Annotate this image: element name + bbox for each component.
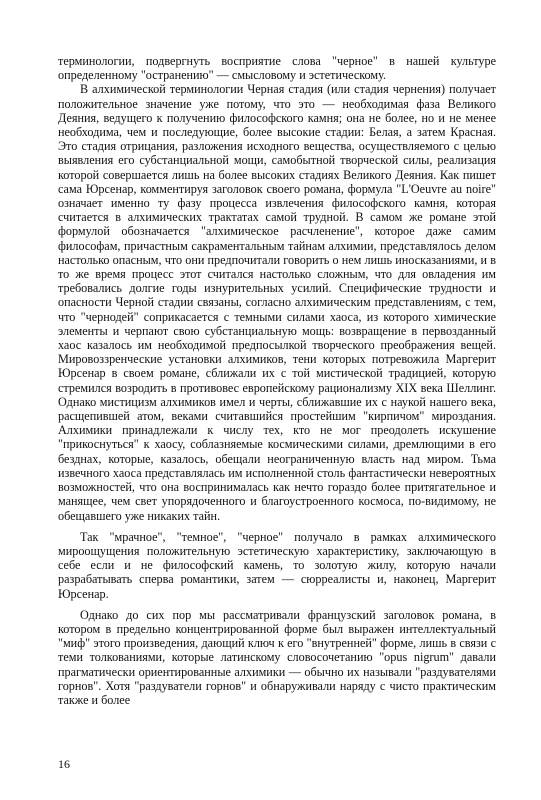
page-number: 16	[58, 757, 70, 771]
paragraph-aesthetic: Так "мрачное", "темное", "черное" получало в рамках алхимического мироощущения положительную эстетическую характеристику, заключающую в себе если и не философский камень, то золотую жилу, которую начали разрабатывать сперва романтики, затем — сюрреалисты и, наконец, Маргерит Юрсенар.	[58, 529, 496, 601]
paragraph-black-stage: В алхимической терминологии Черная стадия (или стадия чернения) получает положительное значение уже потому, что это — необходимая фаза Великого Деяния, ведущего к получению философского камня; она не более, но и не менее необходима, чем и последующие, более высокие стадии: Белая, а затем Красная. Это стадия отрицания, разложения исходного вещества, осуществляемого с целью выявления его субстанциальной мощи, самобытной творческой силы, реализация которой совершается лишь на более высоких стадиях Великого Деяния. Как пишет сама Юрсенар, комментируя заголовок своего романа, формула "L'Oeuvre au noire" означает именно ту фазу процесса извлечения философского камня, которая считается в алхимических трактатах самой трудной. В самом же романе этой формулой обозначается "алхимическое расчленение", которое даже самим философам, причастным сакраментальным тайнам алхимии, представлялось делом настолько опасным, что они предпочитали говорить о нем лишь иносказаниями, и в то же время процесс этот считался настолько сложным, что для овладения им требовались долгие годы изнурительных усилий. Специфические трудности и опасности Черной стадии связаны, согласно алхимическим представлениям, с тем, что "чернодей" соприкасается с темными силами хаоса, из которого химические элементы и черпают свою субстанциальную мощь: возвращение в первозданный хаос казалось им необходимой предпосылкой творческого преображения вещей. Мировоззренческие установки алхимиков, тени которых потревожила Маргерит Юрсенар в своем романе, сближали их с той мистической традицией, которую стремился возродить в противовес европейскому рационализму XIX века Шеллинг. Однако мистицизм алхимиков имел и черты, сближавшие их с наукой нашего века, расщепившей атом, веками считавшийся простейшим "кирпичом" мироздания. Алхимики принадлежали к числу тех, кто не мог преодолеть искушение "прикоснуться" к хаосу, соблазняемые космическими силами, дремлющими в его безднах, которые, казалось, обещали неограниченную власть над миром. Тьма извечного хаоса представлялась им исполненной столь фантастически невероятных возможностей, что она воспринималась как нечто гораздо более притягательное и манящее, чем свет упорядоченного и благоустроенного космоса, по-видимому, не обещавшего уже никаких тайн.	[58, 82, 496, 523]
paragraph-french-title: Однако до сих пор мы рассматривали французский заголовок романа, в котором в предельно концентрированной форме был выражен интеллектуальный "миф" этого произведения, дающий ключ к его "внутренней" форме, лишь в связи с теми толкованиями, которые латинскому словосочетанию "opus nigrum" давали прагматически ориентированные алхимики — обычно их называли "раздувателями горнов". Хотя "раздуватели горнов" и обнаруживали наряду с чисто практическим также и более	[58, 607, 496, 707]
paragraph-continuation: терминологии, подвергнуть восприятие слова "черное" в нашей культуре определенному "остранению" — смысловому и эстетическому.	[58, 54, 496, 83]
body-text	[58, 54, 496, 707]
